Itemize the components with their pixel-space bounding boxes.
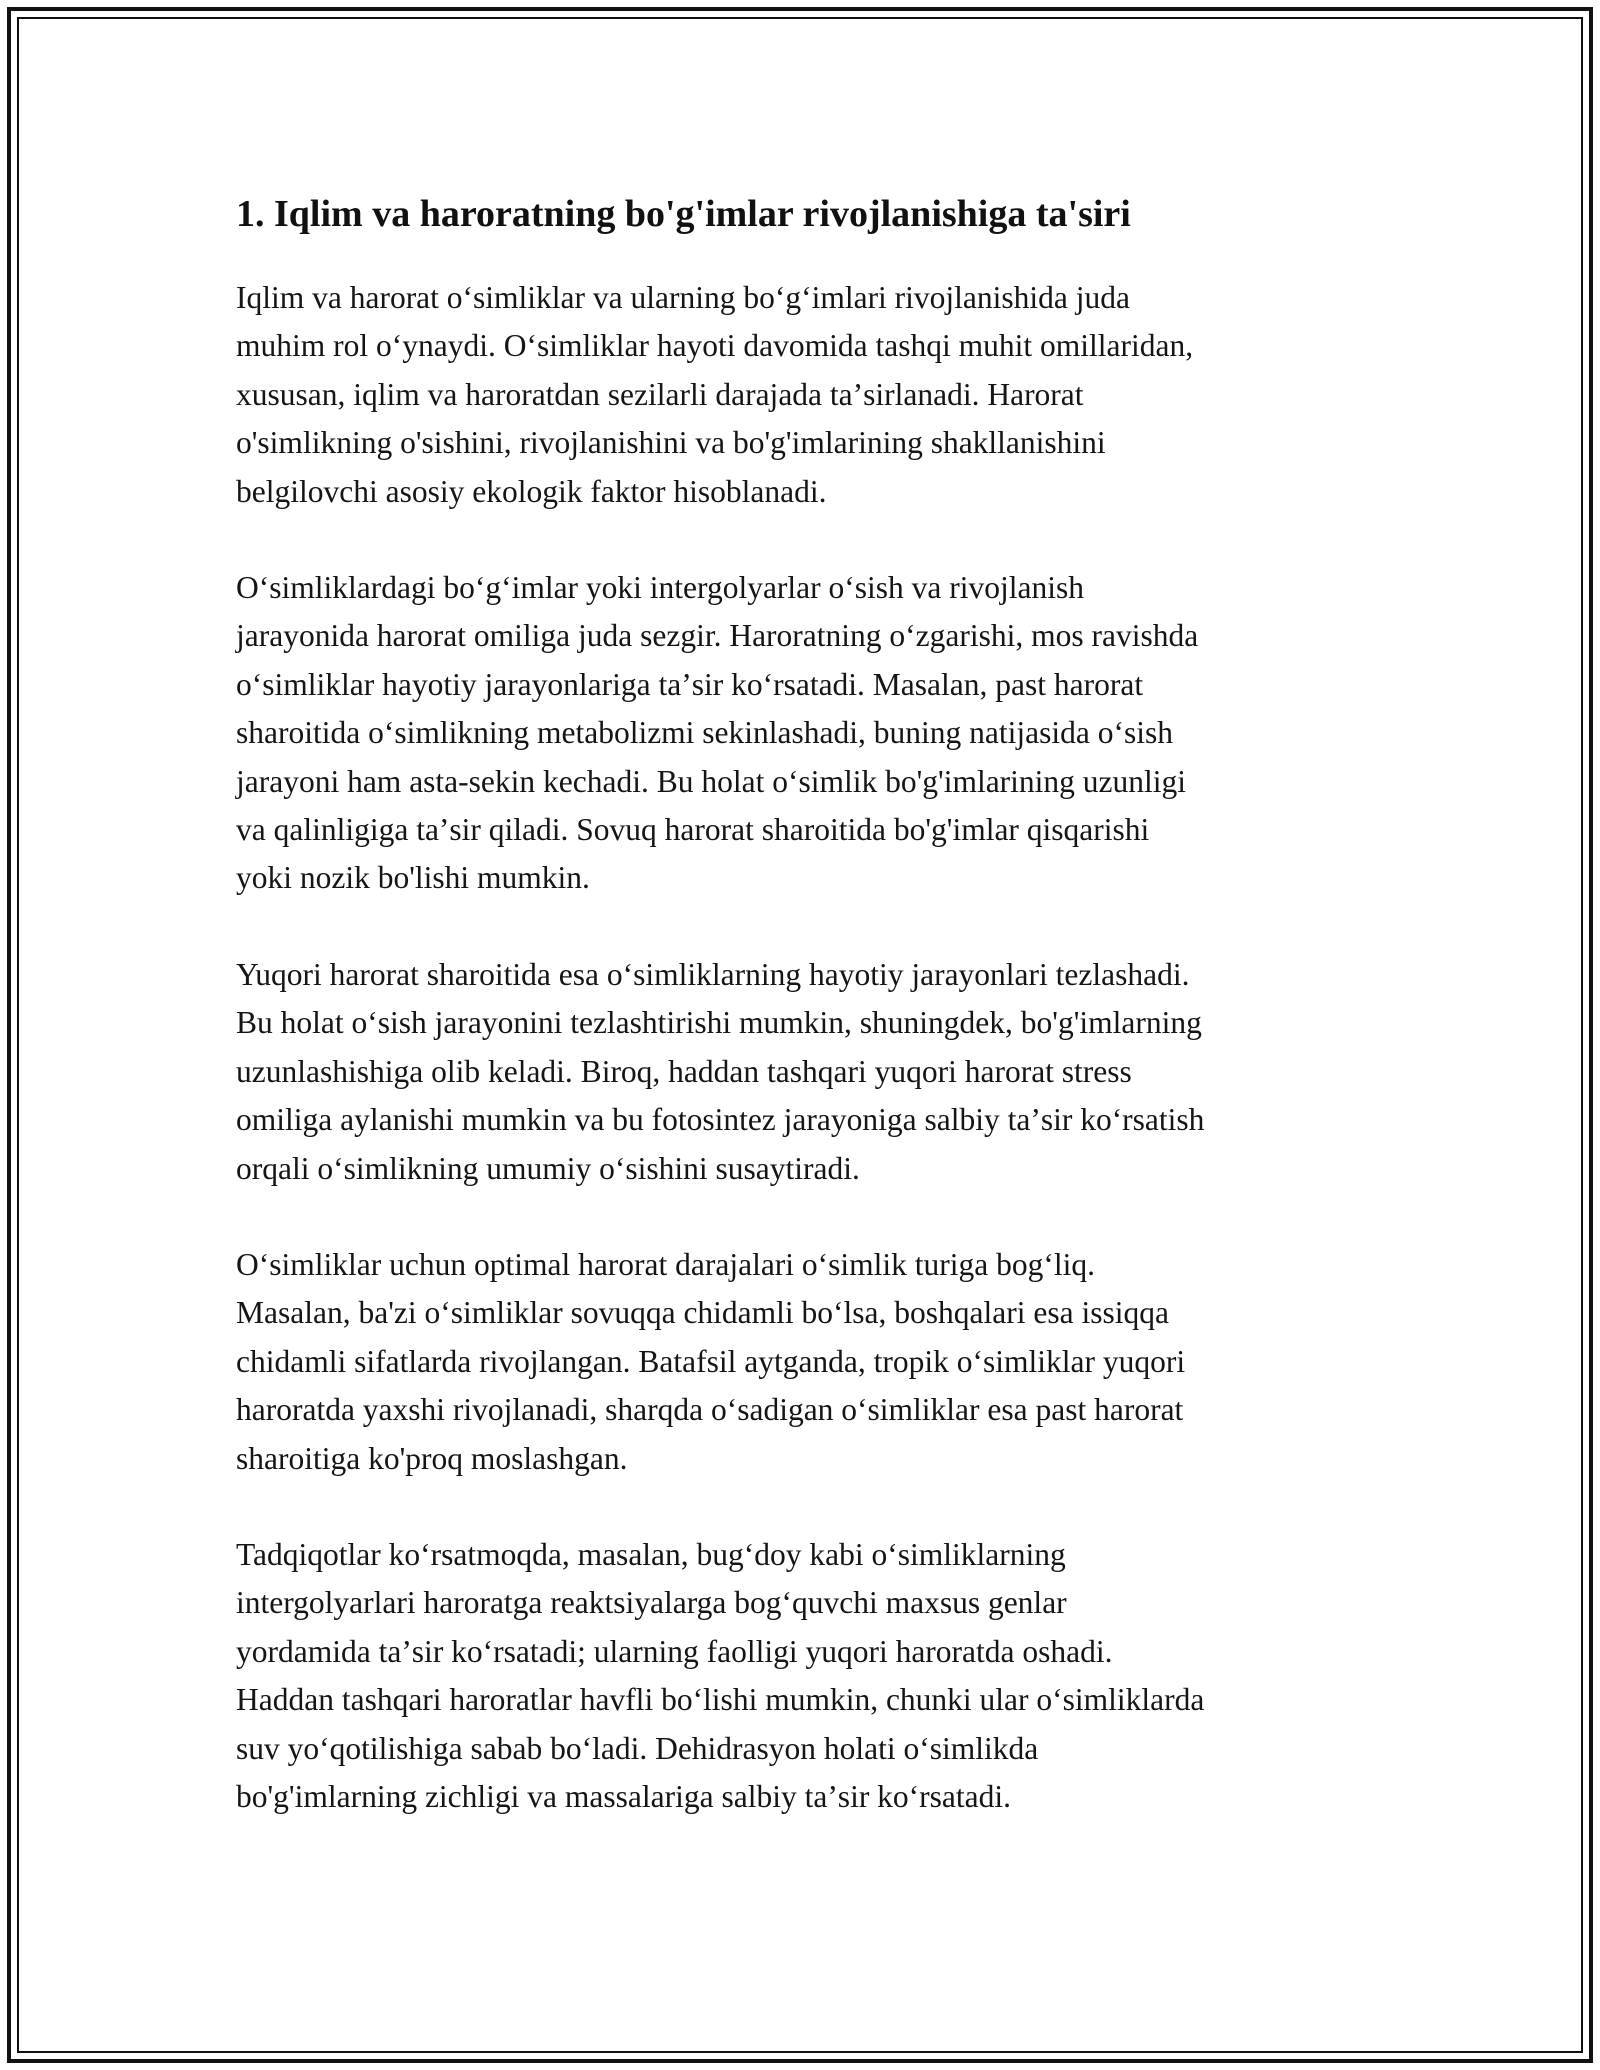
- paragraph-5: [236, 1531, 1386, 1821]
- section-heading: 1. Iqlim va haroratning bo'g'imlar rivojlanishiga ta'siri: [236, 193, 1131, 235]
- text-line: va qalinligiga taʼsir qiladi. Sovuq harorat sharoitida bo'g'imlar qisqarishi: [236, 812, 1150, 848]
- text-line: bo'g'imlarning zichligi va massalariga salbiy taʼsir koʻrsatadi.: [236, 1778, 1012, 1814]
- text-line: oʻsimliklar hayotiy jarayonlariga taʼsir koʻrsatadi. Masalan, past harorat: [236, 666, 1144, 702]
- text-line: jarayonida harorat omiliga juda sezgir. Haroratning oʻzgarishi, mos ravishda: [236, 618, 1199, 654]
- text-line: suv yoʻqotilishiga sabab boʻladi. Dehidrasyon holati oʻsimlikda: [236, 1730, 1039, 1766]
- text-line: Haddan tashqari haroratlar havfli boʻlishi mumkin, chunki ular oʻsimliklarda: [236, 1682, 1205, 1718]
- text-line: orqali oʻsimlikning umumiy oʻsishini susaytiradi.: [236, 1150, 860, 1186]
- text-line: muhim rol oʻynaydi. Oʻsimliklar hayoti davomida tashqi muhit omillaridan,: [236, 328, 1194, 364]
- text-line: yordamida taʼsir koʻrsatadi; ularning faolligi yuqori haroratda oshadi.: [236, 1633, 1113, 1669]
- text-line: sharoitida oʻsimlikning metabolizmi sekinlashadi, buning natijasida oʻsish: [236, 715, 1173, 751]
- document-body: [236, 178, 1386, 1869]
- text-line: Oʻsimliklardagi boʻgʻimlar yoki intergolyarlar oʻsish va rivojlanish: [236, 570, 1084, 606]
- paragraph-2: [236, 564, 1386, 903]
- text-line: Iqlim va harorat oʻsimliklar va ularning boʻgʻimlari rivojlanishida juda: [236, 280, 1131, 315]
- text-line: Bu holat oʻsish jarayonini tezlashtirishi mumkin, shuningdek, bo'g'imlarning: [236, 1005, 1202, 1041]
- text-line: haroratda yaxshi rivojlanadi, sharqda oʻsadigan oʻsimliklar esa past harorat: [236, 1392, 1184, 1428]
- paragraph-4: [236, 1241, 1386, 1483]
- paragraph-1: [236, 274, 1386, 516]
- text-line: Oʻsimliklar uchun optimal harorat darajalari oʻsimlik turiga bogʻliq.: [236, 1246, 1096, 1282]
- text-line: Tadqiqotlar koʻrsatmoqda, masalan, bugʻdoy kabi oʻsimliklarning: [236, 1536, 1066, 1572]
- text-line: omiliga aylanishi mumkin va bu fotosintez jarayoniga salbiy taʼsir koʻrsatish: [236, 1102, 1205, 1138]
- text-line: jarayoni ham asta-sekin kechadi. Bu holat oʻsimlik bo'g'imlarining uzunligi: [236, 763, 1187, 799]
- text-line: uzunlashishiga olib keladi. Biroq, haddan tashqari yuqori harorat stress: [236, 1053, 1132, 1089]
- text-line: chidamli sifatlarda rivojlangan. Batafsil aytganda, tropik oʻsimliklar yuqori: [236, 1343, 1186, 1379]
- text-line: Yuqori harorat sharoitida esa oʻsimliklarning hayotiy jarayonlari tezlashadi.: [236, 956, 1190, 992]
- text-line: Masalan, ba'zi oʻsimliklar sovuqqa chidamli boʻlsa, boshqalari esa issiqqa: [236, 1295, 1169, 1331]
- text-line: sharoitiga ko'proq moslashgan.: [236, 1440, 628, 1476]
- text-line: belgilovchi asosiy ekologik faktor hisoblanadi.: [236, 473, 827, 509]
- text-line: o'simlikning o'sishini, rivojlanishini va bo'g'imlarining shakllanishini: [236, 425, 1106, 461]
- text-line: yoki nozik bo'lishi mumkin.: [236, 860, 590, 896]
- paragraph-3: [236, 951, 1386, 1193]
- text-line: intergolyarlari haroratga reaktsiyalarga bogʻquvchi maxsus genlar: [236, 1585, 1067, 1621]
- text-line: xususan, iqlim va haroratdan sezilarli darajada taʼsirlanadi. Harorat: [236, 376, 1084, 412]
